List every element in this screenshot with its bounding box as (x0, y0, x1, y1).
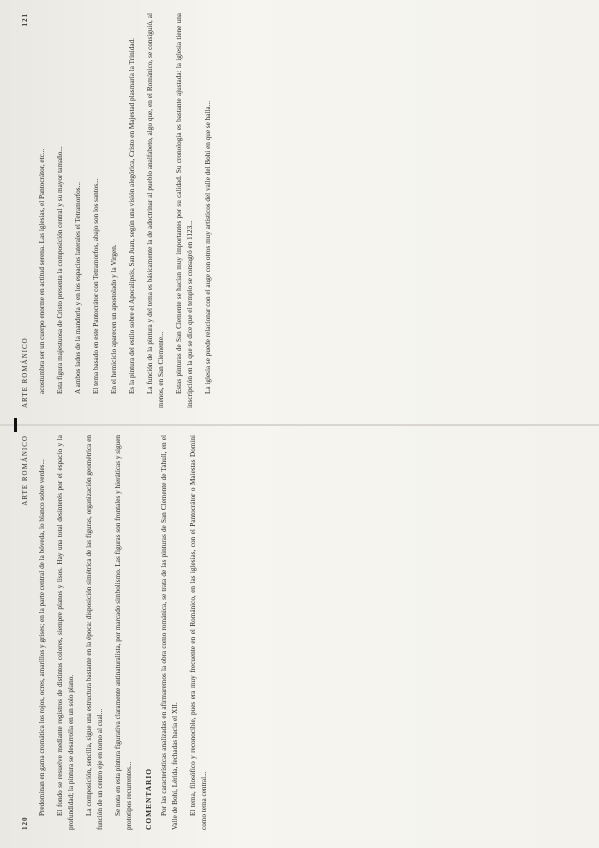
paragraph: Es la pintura del estilo sobre el Apocalipsis, San Juan, según una visión alegórica, Cristo en Majestad plasmaría la Trinidad. (128, 38, 136, 394)
paragraph: A ambos lados de la mandorla y en los espacios laterales el Tetramorfos... (74, 182, 82, 394)
right-page (20, 13, 580, 408)
right-running-head (20, 13, 31, 408)
paragraph: El tema, filosófico y reconocible, pues era muy frecuente en el Románico, en las iglesias, con el Pantocrátor o Maiestas Domini como tema central... (189, 435, 208, 830)
left-page (20, 435, 580, 830)
paragraph: El tema basado en este Pantocrátor con Tetramorfos, abajo son los santos... (92, 178, 100, 394)
paragraph: Por las características analizadas en afirmaremos la obra como románica, se trata de las pinturas de San Clemente de Tahull, en el Valle de Bohí, Lérida, fechadas hacia el XII. (160, 435, 179, 830)
paragraph: La iglesia se puede relacionar con el auge con otros muy artísticos del valle del Bohí en que se halla... (204, 101, 212, 394)
paragraph: La función de la pintura y del tema es básicamente la de adoctrinar al pueblo analfabeto, algo que, en el Románico, se consiguió, al menos, en San Clemente... (146, 13, 165, 408)
right-page-number: 121 (21, 13, 29, 27)
paragraph: Estas pinturas de San Clemente se hacían muy importantes por su calidad. Su cronología es bastante ajustada: la iglesia tiene una inscripción en la que se dice que el templo se consagró en 1123... (175, 13, 194, 408)
left-running-head (20, 435, 31, 830)
paragraph: En el hemiciclo aparecen un apostolado y la Virgen. (110, 244, 118, 394)
paragraph: La composición, sencilla, sigue una estructura bastante en la época: disposición simétrica de las figuras, organización geométrica en función de un centro eje en torno al cual... (85, 435, 104, 830)
left-page-number: 120 (21, 816, 29, 830)
gutter-mark (14, 418, 17, 432)
paragraph: Predominan en gama cromática los rojos, ocres, amarillos y grises; en la parte central de la bóveda, lo blanco sobre verdes... (38, 459, 46, 816)
left-running-head-title: ARTE ROMÁNICO (21, 435, 29, 506)
paragraph: acostumbra ser un cuerpo enorme en actitud serena. Las iglesias, el Pantocrátor, etc... (38, 148, 46, 394)
paragraph: El fondo se resuelve mediante registros de distintos colores, siempre planos y lisos. Hay una total desinterés por el espacio y la profundidad; la pintura se desarrolla en un solo plano. (56, 435, 75, 830)
paragraph: Esta figura majestuosa de Cristo presenta la composición central y su mayor tamaño... (56, 146, 64, 394)
book-gutter (0, 424, 599, 426)
section-heading: COMENTARIO (144, 767, 153, 830)
right-running-head-title: ARTE ROMÁNICO (21, 337, 29, 408)
paragraph: Se nota en esta pintura figurativa claramente antinaturalista, por marcado simbolismo. Las figuras son frontales y hieráticas y siguen prototipos recurrentes... (114, 435, 133, 830)
